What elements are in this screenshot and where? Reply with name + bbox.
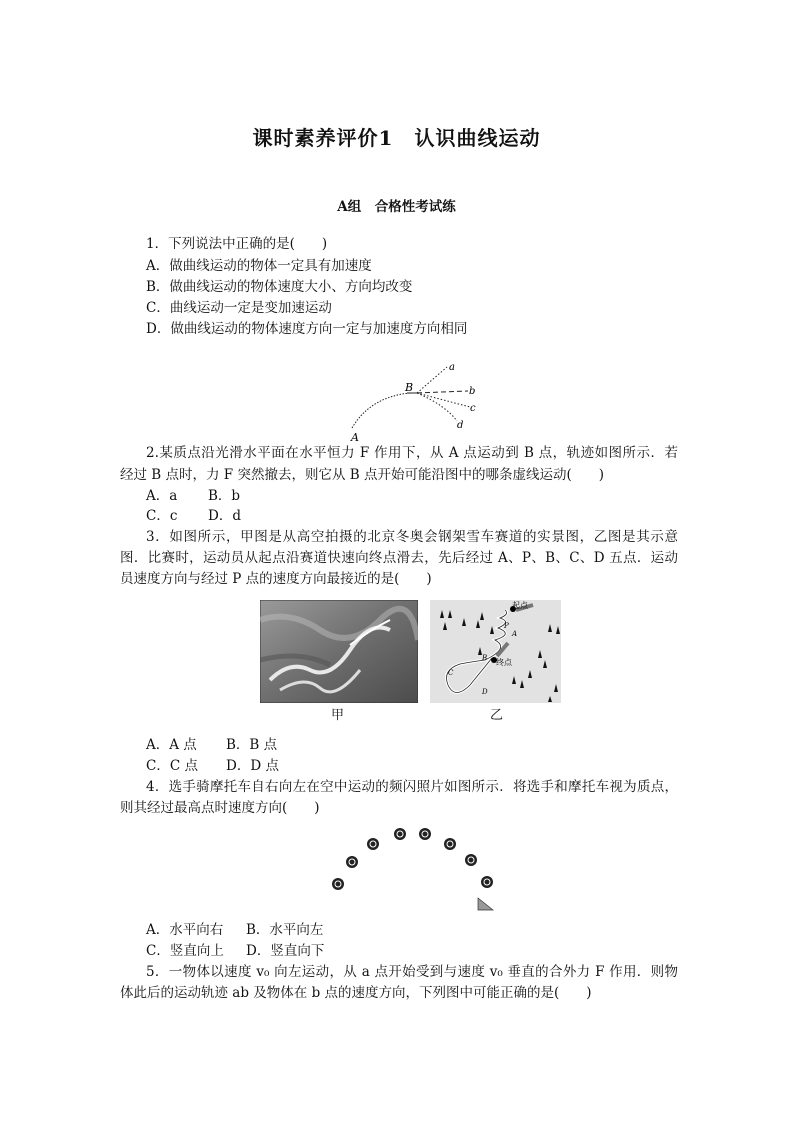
svg-text:A: A xyxy=(512,630,518,638)
question-4-line-2: 则其经过最高点时速度方向( ) xyxy=(120,800,320,816)
question-3-options-row-1: A．A 点 B．B 点 xyxy=(146,737,278,753)
question-5-line-2: 体此后的运动轨迹 ab 及物体在 b 点的速度方向，下列图中可能正确的是( ) xyxy=(120,985,592,1001)
question-3-line-1: 3．如图所示，甲图是从高空拍摄的北京冬奥会钢架雪车赛道的实景图，乙图是其示意 xyxy=(146,529,678,545)
question-1-stem: 1．下列说法中正确的是( ) xyxy=(146,236,328,252)
question-3-line-2: 图．比赛时，运动员从起点沿赛道快速向终点滑去，先后经过 A、P、B、C、D 五点．运动 xyxy=(120,550,678,566)
question-5-line-1: 5．一物体以速度 v₀ 向左运动，从 a 点开始受到与速度 v₀ 垂直的合外力 F 作用．则物 xyxy=(146,964,678,980)
svg-text:终点: 终点 xyxy=(496,658,512,667)
question-1-option-a: A．做曲线运动的物体一定具有加速度 xyxy=(146,258,372,274)
svg-text:a: a xyxy=(449,362,455,373)
question-2-line-2: 经过 B 点时，力 F 突然撤去，则它从 B 点开始可能沿图中的哪条虚线运动( ) xyxy=(120,467,604,483)
track-aerial-photo xyxy=(260,600,418,703)
question-2-options-row-2: C．c D．d xyxy=(146,508,241,524)
question-2-options-row-1: A．a B．b xyxy=(146,488,241,504)
svg-text:起点: 起点 xyxy=(512,601,528,610)
question-3-options-row-2: C．C 点 D．D 点 xyxy=(146,758,279,774)
svg-text:B: B xyxy=(482,654,488,662)
caption-jia: 甲 xyxy=(331,708,345,723)
label-b: B xyxy=(405,381,414,394)
caption-yi: 乙 xyxy=(490,708,504,723)
svg-text:C: C xyxy=(448,669,454,677)
question-1-option-d: D．做曲线运动的物体速度方向一定与加速度方向相同 xyxy=(146,321,468,337)
question-1-option-b: B．做曲线运动的物体速度大小、方向均改变 xyxy=(146,279,413,295)
svg-text:P: P xyxy=(504,622,509,630)
trajectory-diagram xyxy=(335,355,485,447)
label-a-point: A xyxy=(351,431,359,444)
svg-text:b: b xyxy=(469,386,476,397)
question-4-options-row-1: A．水平向右 B．水平向左 xyxy=(146,922,324,938)
svg-text:d: d xyxy=(457,420,464,431)
page-title: 课时素养评价1 认识曲线运动 xyxy=(252,126,541,150)
svg-text:c: c xyxy=(470,403,476,414)
motorcycle-strobe-photo xyxy=(325,822,500,914)
track-schematic-map xyxy=(430,600,561,703)
question-3-line-3: 员速度方向与经过 P 点的速度方向最接近的是( ) xyxy=(120,571,432,587)
question-4-line-1: 4．选手骑摩托车自右向左在空中运动的频闪照片如图所示．将选手和摩托车视为质点， xyxy=(146,779,678,795)
question-2-line-1: 2.某质点沿光滑水平面在水平恒力 F 作用下，从 A 点运动到 B 点，轨迹如图所示．若 xyxy=(146,445,678,461)
svg-text:D: D xyxy=(482,688,488,696)
section-heading: A组 合格性考试练 xyxy=(337,199,456,215)
question-1-option-c: C．曲线运动一定是变加速运动 xyxy=(146,300,332,316)
question-4-options-row-2: C．竖直向上 D．竖直向下 xyxy=(146,943,325,959)
